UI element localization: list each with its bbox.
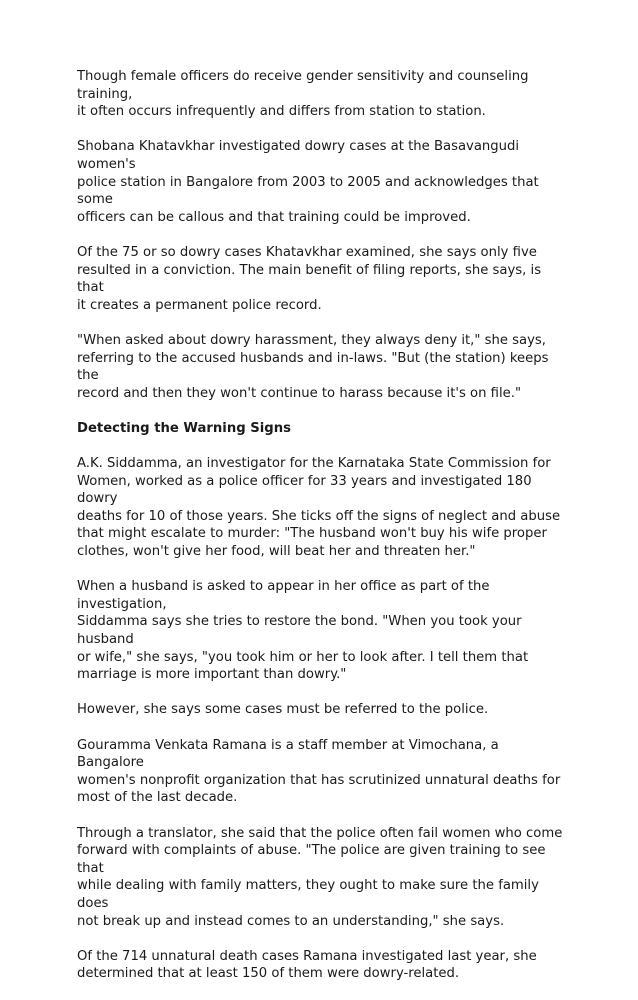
paragraph-8: Gouramma Venkata Ramana is a staff member at Vimochana, a Bangalore women's nonprofit organization that has scrutinized unnatural deaths for most of the last decade. xyxy=(77,737,561,806)
paragraph-7: However, she says some cases must be referred to the police. xyxy=(77,702,489,718)
paragraph-10: Of the 714 unnatural death cases Ramana investigated last year, she determined that at least 150 of them were dowry-related. xyxy=(77,948,537,982)
paragraph-4: "When asked about dowry harassment, they always deny it," she says, referring to the accused husbands and in-laws. "But (the station) keeps the record and then they won't continue to harass because it's on file." xyxy=(77,332,549,401)
paragraph-5: A.K. Siddamma, an investigator for the Karnataka State Commission for Women, worked as a police officer for 33 years and investigated 180 dowry deaths for 10 of those years. She ticks off the signs of neglect and abuse that might escalate to murder: "The husband won't buy his wife proper clothes, won't give her food, will beat her and threaten her." xyxy=(77,456,561,560)
paragraph-6: When a husband is asked to appear in her office as part of the investigation, Siddamma says she tries to restore the bond. "When you took your husband or wife," she says, "you took him or her to look after. I tell them that marriage is more important than dowry." xyxy=(77,579,529,683)
paragraph-1: Though female officers do receive gender sensitivity and counseling training, it often occurs infrequently and differs from station to station. xyxy=(77,69,529,120)
paragraph-9: Through a translator, she said that the police often fail women who come forward with complaints of abuse. "The police are given training to see that while dealing with family matters, they ought to make sure the family does not break up and instead comes to an understanding," she says. xyxy=(77,825,563,929)
paragraph-2: Shobana Khatavkhar investigated dowry cases at the Basavangudi women's police station in Bangalore from 2003 to 2005 and acknowledges that some officers can be callous and that training could be improved. xyxy=(77,139,539,225)
paragraph-3: Of the 75 or so dowry cases Khatavkhar examined, she says only five resulted in a conviction. The main benefit of filing reports, she says, is that it creates a permanent police record. xyxy=(77,244,542,313)
section-heading: Detecting the Warning Signs xyxy=(77,420,291,436)
article-body xyxy=(77,68,567,1000)
